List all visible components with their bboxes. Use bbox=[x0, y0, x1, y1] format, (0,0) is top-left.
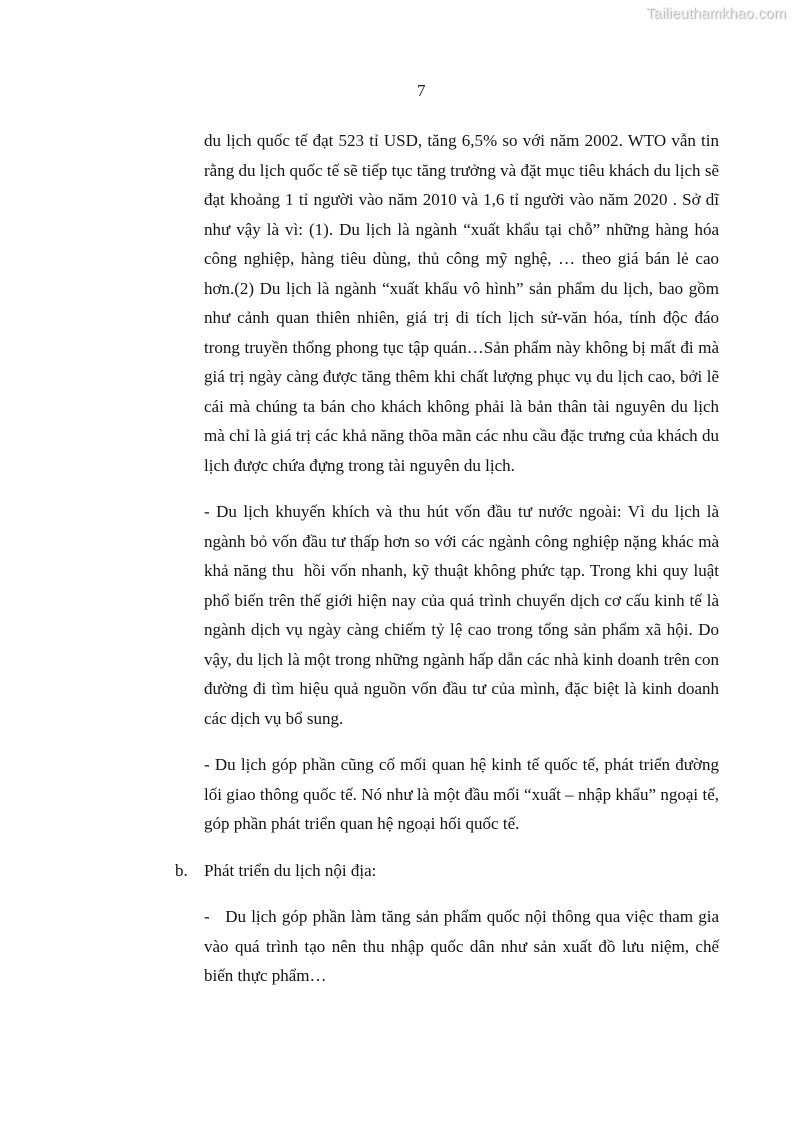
paragraph-economic-relations: - Du lịch góp phần cũng cố mối quan hệ kinh tế quốc tế, phát triển đường lối giao thông quốc tế. Nó như là một đầu mối “xuất – nhập khẩu” ngoại tế, góp phần phát triển quan hệ ngoại hối quốc tế. bbox=[204, 755, 719, 833]
body-text-block bbox=[175, 126, 719, 1008]
paragraph-domestic-tourism: - Du lịch góp phần làm tăng sản phẩm quốc nội thông qua việc tham gia vào quá trình tạo nên thu nhập quốc dân như sản xuất đồ lưu niệm, chế biến thực phẩm… bbox=[204, 907, 719, 985]
paragraph-investment: - Du lịch khuyến khích và thu hút vốn đầu tư nước ngoài: Vì du lịch là ngành bỏ vốn đầu tư thấp hơn so với các ngành công nghiệp nặng khác mà khả năng thu hồi vốn nhanh, kỹ thuật không phức tạp. Trong khi quy luật phổ biến trên thế giới hiện nay của quá trình chuyển dịch cơ cấu kinh tế là ngành dịch vụ ngày càng chiếm tỷ lệ cao trong tổng sản phẩm xã hội. Do vậy, du lịch là một trong những ngành hấp dẫn các nhà kinh doanh trên con đường đi tìm hiệu quả nguồn vốn đầu tư của mình, đặc biệt là kinh doanh các dịch vụ bổ sung. bbox=[204, 502, 719, 728]
page-number: 7 bbox=[417, 81, 426, 100]
list-item-b-marker: b. bbox=[175, 860, 188, 880]
watermark-text: Tailieuthamkhao.com bbox=[645, 6, 786, 22]
list-item-b bbox=[175, 856, 719, 886]
paragraph-intl-tourism: du lịch quốc tế đạt 523 tỉ USD, tăng 6,5% so với năm 2002. WTO vẫn tin rằng du lịch quốc tế sẽ tiếp tục tăng trưởng và đặt mục tiêu khách du lịch sẽ đạt khoảng 1 tỉ người vào năm 2010 và 1,6 tỉ người vào năm 2020 . Sở dĩ như vậy là vì: (1). Du lịch là ngành “xuất khẩu tại chỗ” những hàng hóa công nghiệp, hàng tiêu dùng, thủ công mỹ nghệ, … theo giá bán lẻ cao hơn.(2) Du lịch là ngành “xuất khẩu vô hình” sản phẩm du lịch, bao gồm như cảnh quan thiên nhiên, giá trị di tích lịch sử-văn hóa, tính độc đáo trong truyền thống phong tục tập quán…Sản phẩm này không bị mất đi mà giá trị ngày càng được tăng thêm khi chất lượng phục vụ du lịch cao, bởi lẽ cái mà chúng ta bán cho khách không phải là bản thân tài nguyên du lịch mà chỉ là giá trị các khả năng thõa mãn các nhu cầu đặc trưng của khách du lịch được chứa đựng trong tài nguyên du lịch. bbox=[204, 131, 719, 475]
list-item-b-text: Phát triển du lịch nội địa: bbox=[204, 860, 377, 880]
